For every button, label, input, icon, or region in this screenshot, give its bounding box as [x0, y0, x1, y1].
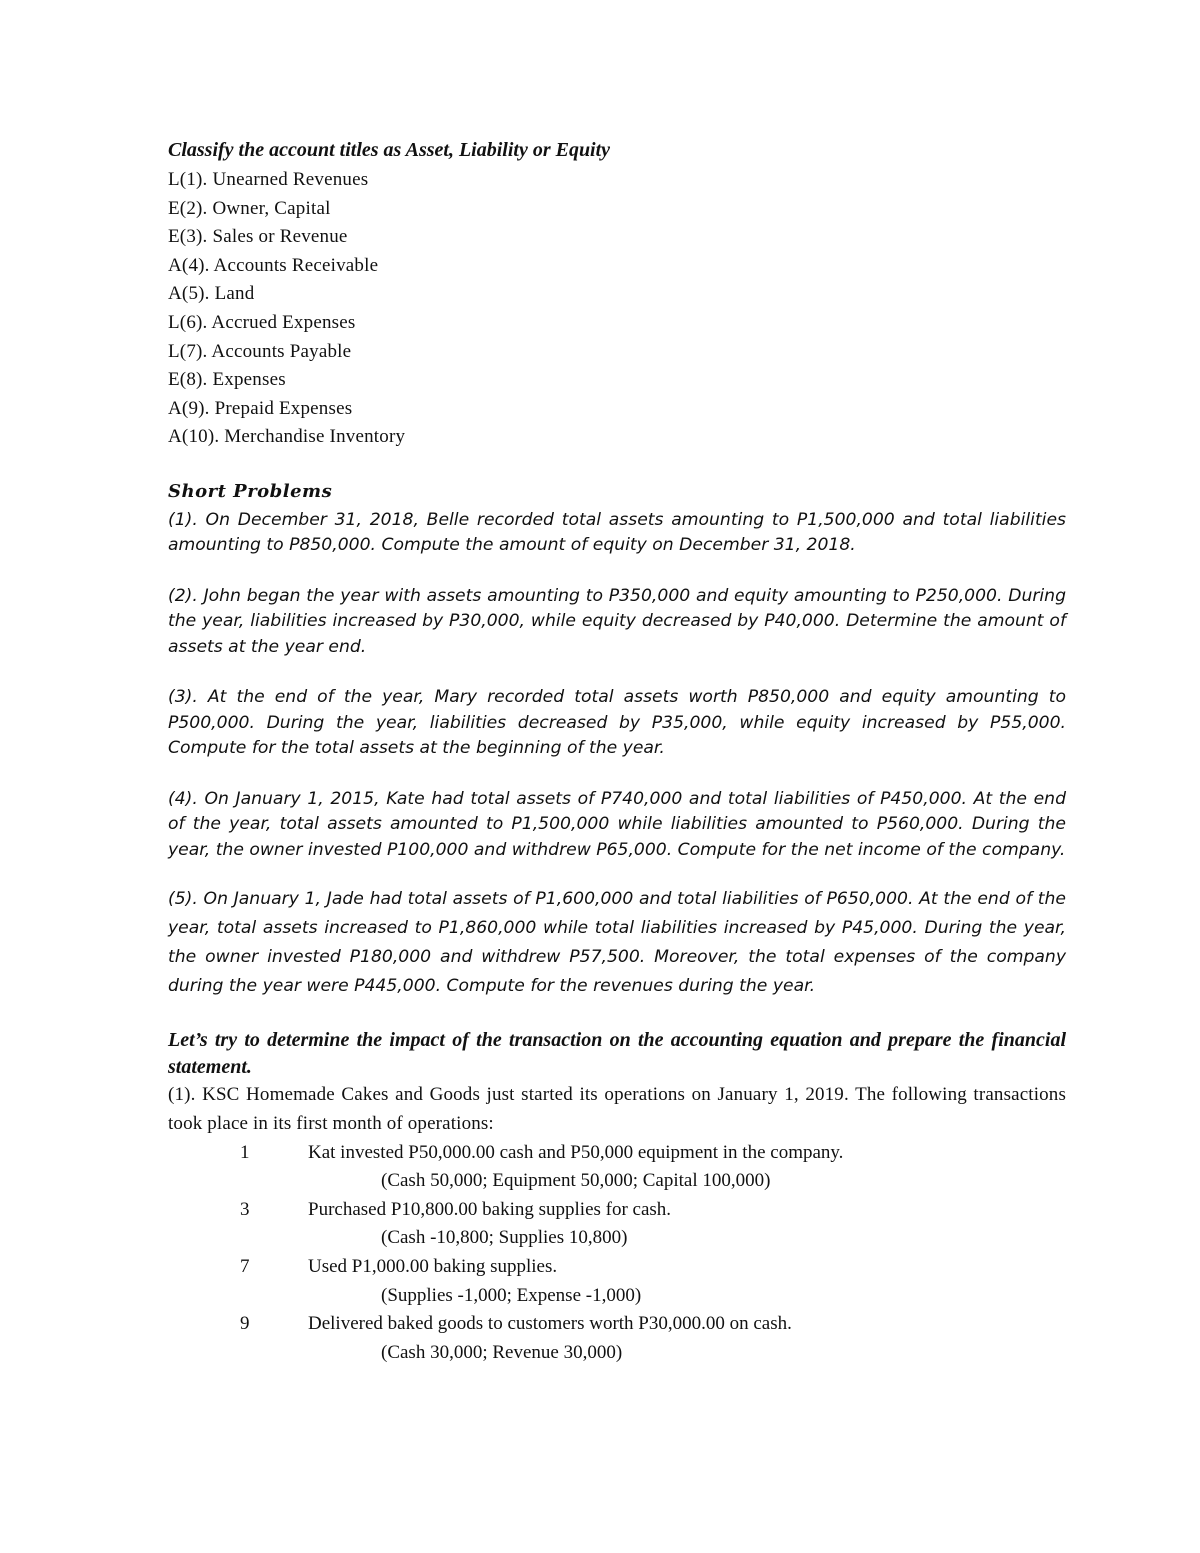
classification-item: L(1). Unearned Revenues: [168, 169, 369, 190]
short-problem-3: (3). At the end of the year, Mary recorded total assets worth P850,000 and equity amounting to P500,000. During the year, liabilities decreased by P35,000, while equity increased by P55,000. Compute for the total assets at the beginning of the year.: [168, 687, 1066, 759]
classification-item: E(8). Expenses: [168, 369, 286, 391]
classification-item: L(6). Accrued Expenses: [168, 311, 356, 333]
transaction-effect: (Cash -10,800; Supplies 10,800): [381, 1227, 628, 1249]
classification-item: E(2). Owner, Capital: [168, 197, 331, 219]
impact-intro: (1). KSC Homemade Cakes and Goods just started its operations on January 1, 2019. The following transactions took place in its first month of operations:: [168, 1084, 1066, 1135]
transaction-day: 1: [240, 1141, 250, 1163]
transaction-effect: (Cash 50,000; Equipment 50,000; Capital 100,000): [381, 1170, 771, 1192]
transaction-effect-row: [168, 1167, 1066, 1196]
impact-heading: Let’s try to determine the impact of the transaction on the accounting equation and prepare the financial statement.: [168, 1029, 1066, 1079]
short-problem-2: (2). John began the year with assets amounting to P350,000 and equity amounting to P250,000. During the year, liabilities increased by P30,000, while equity decreased by P40,000. Determine the amount of assets at the year end.: [168, 585, 1066, 657]
transaction-day: 3: [240, 1198, 250, 1220]
transaction-effect: (Cash 30,000; Revenue 30,000): [381, 1341, 623, 1363]
transaction-effect: (Supplies -1,000; Expense -1,000): [381, 1284, 642, 1306]
classification-item: A(10). Merchandise Inventory: [168, 426, 406, 448]
classify-heading: Classify the account titles as Asset, Liability or Equity: [168, 139, 611, 161]
transaction-effect-row: [168, 1224, 1066, 1253]
transaction-row: [168, 1310, 1066, 1339]
transaction-day: 7: [240, 1256, 250, 1277]
transaction-row: [168, 1139, 1066, 1168]
classification-item: A(5). Land: [168, 283, 255, 305]
transaction-row: [168, 1253, 1066, 1282]
transaction-effect-row: [168, 1282, 1066, 1311]
document-page: [168, 136, 1066, 1367]
classification-item: A(4). Accounts Receivable: [168, 254, 379, 276]
classification-item: E(3). Sales or Revenue: [168, 226, 348, 248]
transaction-list: [168, 1139, 1066, 1368]
short-problems-heading: Short Problems: [168, 480, 333, 502]
classification-item: A(9). Prepaid Expenses: [168, 397, 353, 419]
short-problem-4: (4). On January 1, 2015, Kate had total assets of P740,000 and total liabilities of P450,000. At the end of the year, total assets amounted to P1,500,000 while liabilities amounted to P560,000. During the year, the owner invested P100,000 and withdrew P65,000. Compute for the net income of the company.: [168, 788, 1066, 860]
short-problem-1: (1). On December 31, 2018, Belle recorded total assets amounting to P1,500,000 and total liabilities amounting to P850,000. Compute the amount of equity on December 31, 2018.: [168, 509, 1066, 556]
transaction-day: 9: [240, 1313, 250, 1335]
account-classification-list: [168, 166, 1066, 452]
transaction-row: [168, 1196, 1066, 1225]
transaction-description: Purchased P10,800.00 baking supplies for cash.: [308, 1198, 672, 1220]
transaction-description: Used P1,000.00 baking supplies.: [308, 1256, 558, 1277]
transaction-effect-row: [168, 1339, 1066, 1368]
transaction-description: Delivered baked goods to customers worth P30,000.00 on cash.: [308, 1313, 792, 1335]
short-problem-5: (5). On January 1, Jade had total assets of P1,600,000 and total liabilities of P650,000. At the end of the year, total assets increased to P1,860,000 while total liabilities increased by P45,000. During the year, the owner invested P180,000 and withdrew P57,500. Moreover, the total expenses of the company during the year were P445,000. Compute for the revenues during the year.: [168, 889, 1066, 997]
transaction-description: Kat invested P50,000.00 cash and P50,000 equipment in the company.: [308, 1141, 844, 1163]
classification-item: L(7). Accounts Payable: [168, 340, 352, 362]
